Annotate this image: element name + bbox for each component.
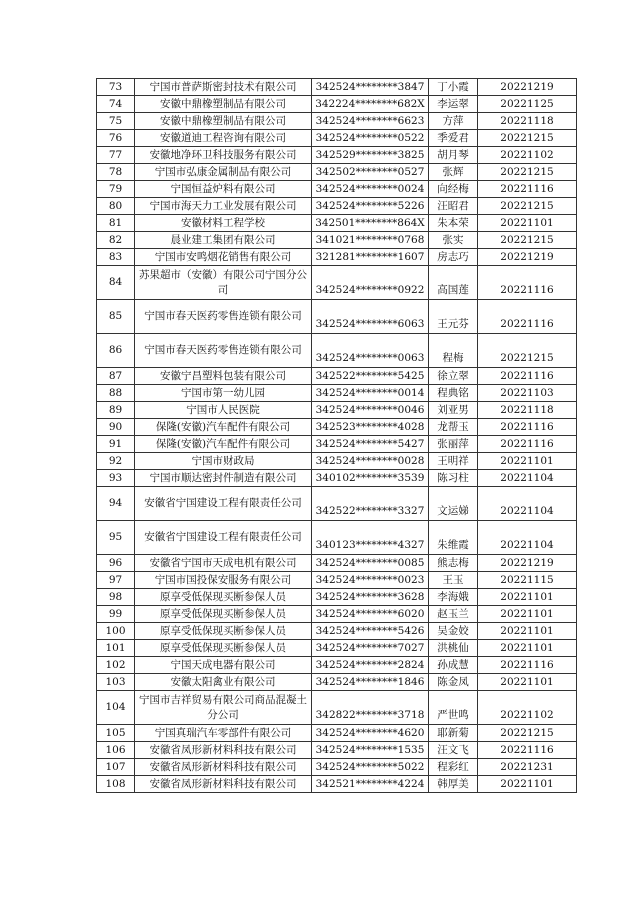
- id-number-cell: 340123********4327: [312, 521, 429, 555]
- date-cell: 20221215: [478, 164, 577, 181]
- id-number-cell: 342524********5426: [312, 623, 429, 640]
- id-number-cell: 340102********3539: [312, 470, 429, 487]
- row-number-cell: 88: [97, 385, 135, 402]
- row-number-cell: 81: [97, 215, 135, 232]
- id-number-cell: 342524********0014: [312, 385, 429, 402]
- table-row: [97, 691, 577, 725]
- date-cell: 20221101: [478, 640, 577, 657]
- id-number-cell: 342524********6020: [312, 606, 429, 623]
- id-number-cell: 342524********0028: [312, 453, 429, 470]
- date-cell: 20221101: [478, 453, 577, 470]
- table-row: [97, 419, 577, 436]
- table-row: [97, 725, 577, 742]
- date-cell: 20221215: [478, 232, 577, 249]
- table-row: [97, 79, 577, 96]
- table-row: [97, 572, 577, 589]
- employer-cell: 宁国天成电器有限公司: [135, 657, 312, 674]
- table-row: [97, 487, 577, 521]
- row-number-cell: 108: [97, 776, 135, 793]
- id-number-cell: 342524********0085: [312, 555, 429, 572]
- person-name-cell: 龙帮玉: [429, 419, 478, 436]
- id-number-cell: 342524********0046: [312, 402, 429, 419]
- table-row: [97, 300, 577, 334]
- person-name-cell: 陈金凤: [429, 674, 478, 691]
- employer-cell: 安徽地净环卫科技服务有限公司: [135, 147, 312, 164]
- row-number-cell: 99: [97, 606, 135, 623]
- person-name-cell: 赵玉兰: [429, 606, 478, 623]
- employer-cell: 宁国市人民医院: [135, 402, 312, 419]
- employer-cell: 原享受低保现买断参保人员: [135, 623, 312, 640]
- date-cell: 20221104: [478, 470, 577, 487]
- row-number-cell: 101: [97, 640, 135, 657]
- id-number-cell: 342524********1846: [312, 674, 429, 691]
- table-row: [97, 623, 577, 640]
- table-row: [97, 130, 577, 147]
- row-number-cell: 73: [97, 79, 135, 96]
- date-cell: 20221101: [478, 589, 577, 606]
- date-cell: 20221101: [478, 606, 577, 623]
- date-cell: 20221118: [478, 113, 577, 130]
- row-number-cell: 85: [97, 300, 135, 334]
- row-number-cell: 104: [97, 691, 135, 725]
- employer-cell: 保隆(安徽)汽车配件有限公司: [135, 419, 312, 436]
- date-cell: 20221219: [478, 79, 577, 96]
- person-name-cell: 程彩红: [429, 759, 478, 776]
- person-name-cell: 张丽萍: [429, 436, 478, 453]
- employer-cell: 安徽太阳禽业有限公司: [135, 674, 312, 691]
- person-name-cell: 王元芬: [429, 300, 478, 334]
- employer-cell: 苏果超市（安徽）有限公司宁国分公司: [135, 266, 312, 300]
- date-cell: 20221104: [478, 487, 577, 521]
- employer-cell: 宁国市弘康金属制品有限公司: [135, 164, 312, 181]
- table-row: [97, 334, 577, 368]
- date-cell: 20221103: [478, 385, 577, 402]
- person-name-cell: 高国莲: [429, 266, 478, 300]
- row-number-cell: 75: [97, 113, 135, 130]
- date-cell: 20221116: [478, 419, 577, 436]
- insured-persons-table: [96, 78, 577, 793]
- row-number-cell: 102: [97, 657, 135, 674]
- employer-cell: 宁国市顺达密封件制造有限公司: [135, 470, 312, 487]
- row-number-cell: 105: [97, 725, 135, 742]
- employer-cell: 安徽宁昌塑料包装有限公司: [135, 368, 312, 385]
- person-name-cell: 耶新菊: [429, 725, 478, 742]
- row-number-cell: 78: [97, 164, 135, 181]
- row-number-cell: 100: [97, 623, 135, 640]
- id-number-cell: 342524********3847: [312, 79, 429, 96]
- person-name-cell: 刘亚男: [429, 402, 478, 419]
- person-name-cell: 李运翠: [429, 96, 478, 113]
- date-cell: 20221116: [478, 368, 577, 385]
- date-cell: 20221101: [478, 776, 577, 793]
- employer-cell: 宁国市吉祥贸易有限公司商品混凝土分公司: [135, 691, 312, 725]
- person-name-cell: 张辉: [429, 164, 478, 181]
- table-row: [97, 657, 577, 674]
- date-cell: 20221101: [478, 215, 577, 232]
- date-cell: 20221231: [478, 759, 577, 776]
- row-number-cell: 92: [97, 453, 135, 470]
- id-number-cell: 341021********0768: [312, 232, 429, 249]
- employer-cell: 安徽省宁国建设工程有限责任公司: [135, 521, 312, 555]
- table-container: [96, 78, 561, 793]
- person-name-cell: 文运娣: [429, 487, 478, 521]
- row-number-cell: 89: [97, 402, 135, 419]
- person-name-cell: 韩厚美: [429, 776, 478, 793]
- id-number-cell: 321281********1607: [312, 249, 429, 266]
- employer-cell: 安徽省宁国建设工程有限责任公司: [135, 487, 312, 521]
- person-name-cell: 徐立翠: [429, 368, 478, 385]
- table-row: [97, 96, 577, 113]
- row-number-cell: 80: [97, 198, 135, 215]
- date-cell: 20221101: [478, 623, 577, 640]
- person-name-cell: 汪昭君: [429, 198, 478, 215]
- table-row: [97, 674, 577, 691]
- employer-cell: 宁国恒益炉料有限公司: [135, 181, 312, 198]
- person-name-cell: 胡月琴: [429, 147, 478, 164]
- id-number-cell: 342522********3327: [312, 487, 429, 521]
- person-name-cell: 方萍: [429, 113, 478, 130]
- row-number-cell: 82: [97, 232, 135, 249]
- table-row: [97, 249, 577, 266]
- person-name-cell: 吴金姣: [429, 623, 478, 640]
- person-name-cell: 严世鸣: [429, 691, 478, 725]
- row-number-cell: 98: [97, 589, 135, 606]
- date-cell: 20221125: [478, 96, 577, 113]
- date-cell: 20221104: [478, 521, 577, 555]
- person-name-cell: 洪桃仙: [429, 640, 478, 657]
- person-name-cell: 孙成慧: [429, 657, 478, 674]
- id-number-cell: 342524********7027: [312, 640, 429, 657]
- row-number-cell: 106: [97, 742, 135, 759]
- employer-cell: 晨业建工集团有限公司: [135, 232, 312, 249]
- employer-cell: 宁国市海天力工业发展有限公司: [135, 198, 312, 215]
- row-number-cell: 96: [97, 555, 135, 572]
- person-name-cell: 张实: [429, 232, 478, 249]
- id-number-cell: 342524********0023: [312, 572, 429, 589]
- employer-cell: 宁国市财政局: [135, 453, 312, 470]
- table-row: [97, 521, 577, 555]
- date-cell: 20221219: [478, 249, 577, 266]
- employer-cell: 原享受低保现买断参保人员: [135, 589, 312, 606]
- employer-cell: 安徽材料工程学校: [135, 215, 312, 232]
- table-row: [97, 436, 577, 453]
- person-name-cell: 王玉: [429, 572, 478, 589]
- employer-cell: 安徽中鼎橡塑制品有限公司: [135, 96, 312, 113]
- row-number-cell: 95: [97, 521, 135, 555]
- employer-cell: 保隆(安徽)汽车配件有限公司: [135, 436, 312, 453]
- row-number-cell: 103: [97, 674, 135, 691]
- date-cell: 20221118: [478, 402, 577, 419]
- person-name-cell: 季爱君: [429, 130, 478, 147]
- id-number-cell: 342224********682X: [312, 96, 429, 113]
- date-cell: 20221101: [478, 674, 577, 691]
- employer-cell: 安徽中鼎橡塑制品有限公司: [135, 113, 312, 130]
- employer-cell: 原享受低保现买断参保人员: [135, 640, 312, 657]
- row-number-cell: 74: [97, 96, 135, 113]
- table-row: [97, 742, 577, 759]
- id-number-cell: 342524********5427: [312, 436, 429, 453]
- table-row: [97, 589, 577, 606]
- row-number-cell: 79: [97, 181, 135, 198]
- date-cell: 20221215: [478, 130, 577, 147]
- employer-cell: 安徽省凤形新材料科技有限公司: [135, 776, 312, 793]
- id-number-cell: 342524********3628: [312, 589, 429, 606]
- id-number-cell: 342521********4224: [312, 776, 429, 793]
- person-name-cell: 陈习柱: [429, 470, 478, 487]
- id-number-cell: 342524********0922: [312, 266, 429, 300]
- table-row: [97, 232, 577, 249]
- table-row: [97, 181, 577, 198]
- id-number-cell: 342502********0527: [312, 164, 429, 181]
- employer-cell: 宁国真瑞汽车零部件有限公司: [135, 725, 312, 742]
- person-name-cell: 朱维霞: [429, 521, 478, 555]
- date-cell: 20221116: [478, 300, 577, 334]
- person-name-cell: 程梅: [429, 334, 478, 368]
- date-cell: 20221102: [478, 691, 577, 725]
- person-name-cell: 丁小霞: [429, 79, 478, 96]
- employer-cell: 宁国市春天医药零售连锁有限公司: [135, 300, 312, 334]
- table-row: [97, 759, 577, 776]
- id-number-cell: 342529********3825: [312, 147, 429, 164]
- table-row: [97, 470, 577, 487]
- person-name-cell: 向经梅: [429, 181, 478, 198]
- row-number-cell: 90: [97, 419, 135, 436]
- employer-cell: 宁国市春天医药零售连锁有限公司: [135, 334, 312, 368]
- id-number-cell: 342501********864X: [312, 215, 429, 232]
- row-number-cell: 87: [97, 368, 135, 385]
- id-number-cell: 342524********2824: [312, 657, 429, 674]
- row-number-cell: 83: [97, 249, 135, 266]
- row-number-cell: 91: [97, 436, 135, 453]
- row-number-cell: 77: [97, 147, 135, 164]
- row-number-cell: 93: [97, 470, 135, 487]
- person-name-cell: 程典铭: [429, 385, 478, 402]
- employer-cell: 宁国市安鸣烟花销售有限公司: [135, 249, 312, 266]
- table-row: [97, 640, 577, 657]
- date-cell: 20221116: [478, 181, 577, 198]
- id-number-cell: 342524********6063: [312, 300, 429, 334]
- date-cell: 20221219: [478, 555, 577, 572]
- table-body: [97, 79, 577, 793]
- person-name-cell: 朱本荣: [429, 215, 478, 232]
- table-row: [97, 385, 577, 402]
- date-cell: 20221102: [478, 147, 577, 164]
- table-row: [97, 215, 577, 232]
- table-row: [97, 453, 577, 470]
- date-cell: 20221116: [478, 742, 577, 759]
- row-number-cell: 107: [97, 759, 135, 776]
- table-row: [97, 776, 577, 793]
- employer-cell: 安徽省凤形新材料科技有限公司: [135, 742, 312, 759]
- date-cell: 20221215: [478, 334, 577, 368]
- table-row: [97, 606, 577, 623]
- employer-cell: 宁国市国投保安服务有限公司: [135, 572, 312, 589]
- id-number-cell: 342524********0522: [312, 130, 429, 147]
- employer-cell: 安徽省宁国市天成电机有限公司: [135, 555, 312, 572]
- row-number-cell: 97: [97, 572, 135, 589]
- row-number-cell: 84: [97, 266, 135, 300]
- row-number-cell: 94: [97, 487, 135, 521]
- id-number-cell: 342524********0024: [312, 181, 429, 198]
- table-row: [97, 198, 577, 215]
- table-row: [97, 555, 577, 572]
- id-number-cell: 342524********1535: [312, 742, 429, 759]
- person-name-cell: 李海娥: [429, 589, 478, 606]
- id-number-cell: 342524********6623: [312, 113, 429, 130]
- person-name-cell: 王明祥: [429, 453, 478, 470]
- employer-cell: 原享受低保现买断参保人员: [135, 606, 312, 623]
- table-row: [97, 266, 577, 300]
- employer-cell: 宁国市第一幼儿园: [135, 385, 312, 402]
- id-number-cell: 342524********0063: [312, 334, 429, 368]
- id-number-cell: 342523********4028: [312, 419, 429, 436]
- table-row: [97, 113, 577, 130]
- table-row: [97, 402, 577, 419]
- row-number-cell: 86: [97, 334, 135, 368]
- id-number-cell: 342524********4620: [312, 725, 429, 742]
- date-cell: 20221116: [478, 436, 577, 453]
- date-cell: 20221116: [478, 266, 577, 300]
- table-row: [97, 368, 577, 385]
- date-cell: 20221116: [478, 657, 577, 674]
- id-number-cell: 342524********5226: [312, 198, 429, 215]
- id-number-cell: 342822********3718: [312, 691, 429, 725]
- table-row: [97, 164, 577, 181]
- employer-cell: 宁国市普萨斯密封技术有限公司: [135, 79, 312, 96]
- date-cell: 20221115: [478, 572, 577, 589]
- person-name-cell: 房志巧: [429, 249, 478, 266]
- employer-cell: 安徽省凤形新材料科技有限公司: [135, 759, 312, 776]
- id-number-cell: 342524********5022: [312, 759, 429, 776]
- row-number-cell: 76: [97, 130, 135, 147]
- table-row: [97, 147, 577, 164]
- date-cell: 20221215: [478, 198, 577, 215]
- person-name-cell: 汪文飞: [429, 742, 478, 759]
- id-number-cell: 342522********5425: [312, 368, 429, 385]
- employer-cell: 安徽道迪工程咨询有限公司: [135, 130, 312, 147]
- date-cell: 20221215: [478, 725, 577, 742]
- person-name-cell: 熊志梅: [429, 555, 478, 572]
